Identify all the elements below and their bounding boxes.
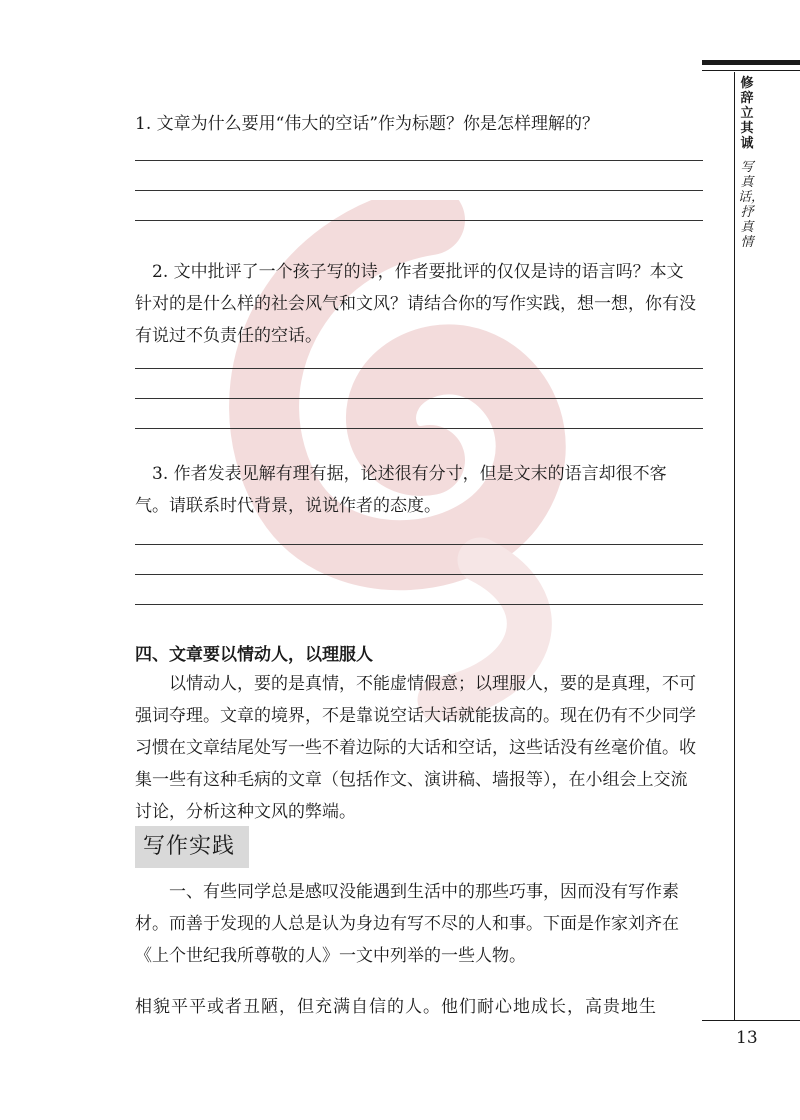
practice-title: 写作实践 xyxy=(135,826,249,868)
answer-line[interactable] xyxy=(135,160,703,161)
answer-line[interactable] xyxy=(135,428,703,429)
section-body: 以情动人，要的是真情，不能虚情假意；以理服人，要的是真理，不可强词夺理。文章的境界，不是靠说空话大话就能拔高的。现在仍有不少同学习惯在文章结尾处写一些不着边际的大话和空话，这些话没有丝毫价值。收集一些有这种毛病的文章（包括作文、演讲稿、墙报等），在小组会上交流讨论，分析这种文风的弊端。 xyxy=(135,674,696,822)
answer-line[interactable] xyxy=(135,368,703,369)
question-2: 2. 文中批评了一个孩子写的诗，作者要批评的仅仅是诗的语言吗？本文针对的是什么样的社会风气和文风？请结合你的写作实践，想一想，你有没有说过不负责任的空话。 xyxy=(135,262,696,346)
answer-line[interactable] xyxy=(135,574,703,575)
margin-rule xyxy=(734,72,735,1020)
section-heading: 四、文章要以情动人，以理服人 xyxy=(135,645,373,665)
page-number: 13 xyxy=(736,1028,758,1048)
footer-rule xyxy=(702,1020,800,1021)
chapter-subtitle: 写真话，抒真情 xyxy=(738,160,765,250)
header-rule xyxy=(702,60,800,65)
excerpt-text: 相貌平平或者丑陋，但充满自信的人。他们耐心地成长，高贵地生 xyxy=(135,997,657,1017)
header-rule-thin xyxy=(702,70,800,71)
chapter-title: 修辞立其诚 xyxy=(740,76,754,151)
practice-body: 一、有些同学总是感叹没能遇到生活中的那些巧事，因而没有写作素材。而善于发现的人总是认为身边有写不尽的人和事。下面是作家刘齐在《上个世纪我所尊敬的人》一文中列举的一些人物。 xyxy=(135,882,679,966)
answer-line[interactable] xyxy=(135,398,703,399)
answer-line[interactable] xyxy=(135,220,703,221)
question-1: 1. 文章为什么要用“伟大的空话”作为标题？你是怎样理解的？ xyxy=(135,114,600,134)
answer-line[interactable] xyxy=(135,190,703,191)
question-3: 3. 作者发表见解有理有据，论述很有分寸，但是文末的语言却很不客气。请联系时代背景，说说作者的态度。 xyxy=(135,464,667,516)
answer-line[interactable] xyxy=(135,544,703,545)
answer-line[interactable] xyxy=(135,604,703,605)
